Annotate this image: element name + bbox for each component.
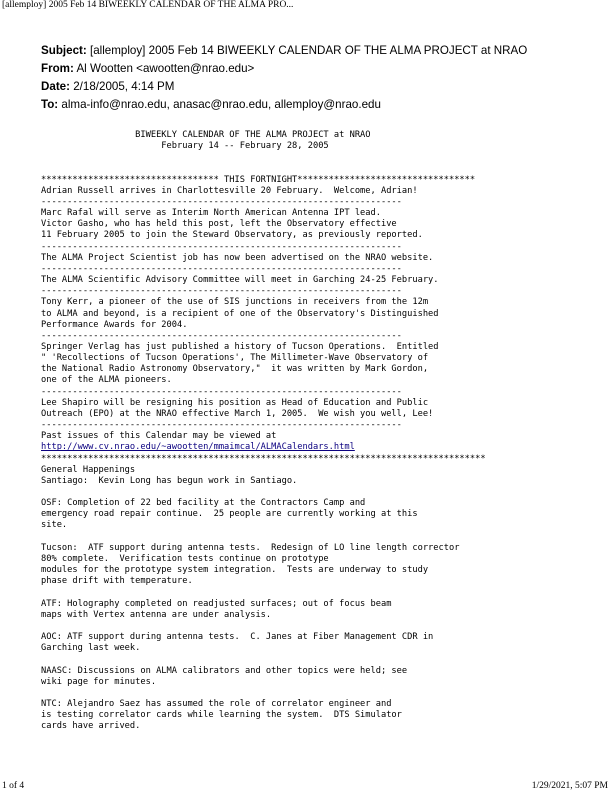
to-value: alma-info@nrao.edu, anasac@nrao.edu, allemploy@nrao.edu xyxy=(61,98,381,111)
body-text-part-2: ************************************************************************************* General Happenings Santiago: Kevin Long has begun work in Santiago. OSF: Completion of 22 bed facility at the Contractors Camp and emergency road repair continue. 25 people are currently working at this site. Tucson: ATF support during antenna tests. Redesign of LO line length corrector 80% complete. Verification tests continue on prototype modules for the prototype system integration. Tests are underway to study phase drift with temperature. ATF: Holography completed on readjusted surfaces; out of focus beam maps with Vertex antenna are under analysis. AOC: ATF support during antenna tests. C. Janes at Fiber Management CDR in Garching last week. NAASC: Discussions on ALMA calibrators and other topics were held; see wiki page for minutes. NTC: Alejandro Saez has assumed the role of correlator engineer and is testing correlator cards while learning the system. DTS Simulator cards have arrived. xyxy=(41,453,486,732)
from-value: Al Wootten <awootten@nrao.edu> xyxy=(76,62,255,75)
print-header: [allemploy] 2005 Feb 14 BIWEEKLY CALENDAR OF THE ALMA PRO... xyxy=(2,0,294,10)
calendar-archive-link[interactable]: http://www.cv.nrao.edu/~awootten/mmaimcal/ALMACalendars.html xyxy=(41,442,355,453)
from-line xyxy=(41,60,527,78)
body-text-part-1: BIWEEKLY CALENDAR OF THE ALMA PROJECT at NRAO February 14 -- February 28, 2005 ********************************** THIS FORTNIGHT********************************** Adrian Russell arrives in Charlottesville 20 February. Welcome, Adrian! --------------------------------------------------------------------- Marc Rafal will serve as Interim North American Antenna IPT lead. Victor Gasho, who has held this post, left the Observatory effective 11 February 2005 to join the Steward Observatory, as previously reported. --------------------------------------------------------------------- The ALMA Project Scientist job has now been advertised on the NRAO website. --------------------------------------------------------------------- The ALMA Scientific Advisory Committee will meet in Garching 24-25 February. --------------------------------------------------------------------- Tony Kerr, a pioneer of the use of SIS junctions in receivers from the 12m to ALMA and beyond, is a recipient of one of the Observatory's Distinguished Performance Awards for 2004. --------------------------------------------------------------------- Springer Verlag has just published a history of Tucson Operations. Entitled " 'Recollections of Tucson Operations', The Millimeter-Wave Observatory of the National Radio Astronomy Observatory," it was written by Mark Gordon, one of the ALMA pioneers. --------------------------------------------------------------------- Lee Shapiro will be resigning his position as Head of Education and Public Outreach (EPO) at the NRAO effective March 1, 2005. We wish you well, Lee! --------------------------------------------------------------------- Past issues of this Calendar may be viewed at xyxy=(41,130,476,442)
email-body xyxy=(41,130,486,732)
page-number: 1 of 4 xyxy=(2,781,25,791)
from-label: From: xyxy=(41,62,74,75)
to-label: To: xyxy=(41,98,59,111)
date-value: 2/18/2005, 4:14 PM xyxy=(73,80,175,93)
to-line xyxy=(41,96,527,114)
subject-label: Subject: xyxy=(41,44,87,57)
print-datetime: 1/29/2021, 5:07 PM xyxy=(531,781,608,791)
email-headers xyxy=(41,42,527,114)
subject-value: [allemploy] 2005 Feb 14 BIWEEKLY CALENDAR OF THE ALMA PROJECT at NRAO xyxy=(89,44,528,57)
date-line xyxy=(41,78,527,96)
subject-line xyxy=(41,42,527,60)
date-label: Date: xyxy=(41,80,70,93)
